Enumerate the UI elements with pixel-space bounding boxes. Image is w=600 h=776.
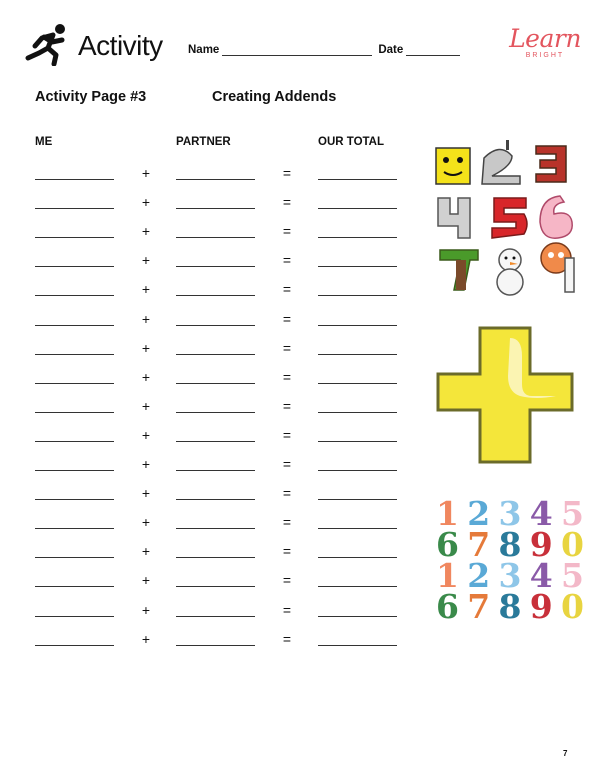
plus-sign: + — [141, 165, 151, 181]
digit: 5 — [561, 556, 584, 595]
partner-answer-line[interactable] — [176, 645, 255, 646]
worksheet-row — [0, 250, 420, 270]
equals-sign: = — [282, 456, 292, 472]
partner-answer-line[interactable] — [176, 383, 255, 384]
date-blank[interactable] — [406, 46, 460, 56]
page-subtitle: Creating Addends — [212, 89, 337, 105]
name-blank[interactable] — [222, 46, 372, 56]
total-answer-line[interactable] — [318, 557, 397, 558]
partner-answer-line[interactable] — [176, 586, 255, 587]
total-answer-line[interactable] — [318, 354, 397, 355]
number-characters-image — [432, 138, 580, 298]
total-answer-line[interactable] — [318, 295, 397, 296]
plus-sign: + — [141, 194, 151, 211]
total-answer-line[interactable] — [318, 645, 397, 646]
digit: 8 — [498, 587, 522, 626]
me-answer-line[interactable] — [35, 179, 114, 180]
worksheet-row — [0, 629, 420, 649]
equals-sign: = — [282, 339, 292, 356]
plus-sign-image — [436, 326, 574, 464]
date-label: Date — [378, 44, 404, 56]
worksheet-row — [0, 309, 420, 329]
partner-answer-line[interactable] — [176, 208, 255, 209]
partner-answer-line[interactable] — [176, 325, 255, 326]
equals-sign: = — [282, 543, 292, 560]
me-answer-line[interactable] — [35, 499, 114, 500]
worksheet-row — [0, 338, 420, 358]
worksheet-row — [0, 163, 420, 183]
equals-sign: = — [282, 368, 292, 385]
worksheet-row — [0, 541, 420, 561]
plus-sign: + — [141, 601, 151, 618]
total-answer-line[interactable] — [318, 586, 397, 587]
logo-sub: BRIGHT — [525, 52, 565, 59]
digit: 2 — [467, 494, 491, 533]
equals-sign: = — [282, 485, 292, 502]
worksheet-row — [0, 454, 420, 474]
digit: 9 — [529, 587, 553, 626]
partner-answer-line[interactable] — [176, 557, 255, 558]
learn-bright-logo — [508, 26, 582, 59]
equals-sign: = — [282, 194, 292, 211]
plus-sign: + — [141, 572, 151, 589]
plus-sign: + — [141, 223, 151, 240]
equals-sign: = — [282, 426, 292, 443]
digit: 0 — [561, 525, 584, 564]
total-answer-line[interactable] — [318, 616, 397, 617]
digit: 7 — [467, 525, 491, 564]
digit: 4 — [529, 494, 553, 533]
partner-answer-line[interactable] — [176, 354, 255, 355]
me-answer-line[interactable] — [35, 237, 114, 238]
me-answer-line[interactable] — [35, 383, 114, 384]
worksheet-row — [0, 425, 420, 445]
equals-sign: = — [282, 630, 292, 647]
logo-main: Learn — [509, 24, 581, 53]
me-answer-line[interactable] — [35, 470, 114, 471]
total-answer-line[interactable] — [318, 383, 397, 384]
plus-sign: + — [141, 630, 151, 647]
total-answer-line[interactable] — [318, 237, 397, 238]
me-answer-line[interactable] — [35, 528, 114, 529]
equals-sign: = — [282, 397, 292, 414]
total-answer-line[interactable] — [318, 208, 397, 209]
digit: 5 — [561, 494, 584, 533]
partner-answer-line[interactable] — [176, 616, 255, 617]
plus-sign: + — [141, 310, 151, 327]
plus-sign: + — [141, 426, 151, 443]
worksheet-row — [0, 512, 420, 532]
plus-sign: + — [141, 543, 151, 560]
partner-answer-line[interactable] — [176, 237, 255, 238]
me-answer-line[interactable] — [35, 645, 114, 646]
me-answer-line[interactable] — [35, 325, 114, 326]
me-answer-line[interactable] — [35, 412, 114, 413]
digit: 1 — [436, 556, 459, 595]
partner-answer-line[interactable] — [176, 470, 255, 471]
me-answer-line[interactable] — [35, 354, 114, 355]
plus-sign: + — [141, 368, 151, 385]
digit: 3 — [498, 556, 522, 595]
partner-answer-line[interactable] — [176, 295, 255, 296]
column-heading-me: ME — [35, 136, 53, 148]
total-answer-line[interactable] — [318, 470, 397, 471]
worksheet-row — [0, 483, 420, 503]
equals-sign: = — [282, 165, 292, 181]
total-answer-line[interactable] — [318, 412, 397, 413]
plus-sign: + — [141, 281, 151, 298]
me-answer-line[interactable] — [35, 586, 114, 587]
activity-title: Activity — [78, 30, 163, 61]
digit: 8 — [498, 525, 522, 564]
column-heading-our-total: OUR TOTAL — [318, 136, 385, 148]
worksheet-row — [0, 396, 420, 416]
digit: 6 — [436, 587, 459, 626]
me-answer-line[interactable] — [35, 208, 114, 209]
total-answer-line[interactable] — [318, 528, 397, 529]
total-answer-line[interactable] — [318, 266, 397, 267]
partner-answer-line[interactable] — [176, 412, 255, 413]
me-answer-line[interactable] — [35, 557, 114, 558]
name-label: Name — [188, 44, 220, 56]
equals-sign: = — [282, 281, 292, 298]
worksheet-row — [0, 367, 420, 387]
page-label: Activity Page #3 — [35, 89, 147, 105]
plus-sign: + — [141, 252, 151, 269]
equals-sign: = — [282, 514, 292, 531]
equals-sign: = — [282, 223, 292, 240]
equals-sign: = — [282, 310, 292, 327]
digit: 2 — [467, 556, 491, 595]
partner-answer-line[interactable] — [176, 499, 255, 500]
total-answer-line[interactable] — [318, 441, 397, 442]
digit: 1 — [436, 494, 459, 533]
plus-sign: + — [141, 339, 151, 356]
equals-sign: = — [282, 252, 292, 269]
partner-answer-line[interactable] — [176, 528, 255, 529]
digit: 9 — [529, 525, 553, 564]
plus-sign: + — [141, 485, 151, 502]
partner-answer-line[interactable] — [176, 179, 255, 180]
me-answer-line[interactable] — [35, 295, 114, 296]
partner-answer-line[interactable] — [176, 441, 255, 442]
plus-sign: + — [141, 514, 151, 531]
digit: 3 — [498, 494, 522, 533]
worksheet-row — [0, 570, 420, 590]
digit: 0 — [561, 587, 584, 626]
total-answer-line[interactable] — [318, 325, 397, 326]
digit: 6 — [436, 525, 459, 564]
equals-sign: = — [282, 572, 292, 589]
plus-sign: + — [141, 397, 151, 414]
page-number: 7 — [563, 749, 568, 758]
digit: 4 — [529, 556, 553, 595]
colorful-numbers-image — [436, 494, 584, 638]
equals-sign: = — [282, 601, 292, 618]
running-person-icon — [22, 22, 70, 66]
total-answer-line[interactable] — [318, 179, 397, 180]
column-heading-partner: PARTNER — [176, 136, 231, 148]
me-answer-line[interactable] — [35, 616, 114, 617]
number-row — [436, 587, 584, 626]
worksheet-row — [0, 192, 420, 212]
worksheet-row — [0, 221, 420, 241]
plus-sign: + — [141, 456, 151, 472]
partner-answer-line[interactable] — [176, 266, 255, 267]
me-answer-line[interactable] — [35, 441, 114, 442]
total-answer-line[interactable] — [318, 499, 397, 500]
digit: 7 — [467, 587, 491, 626]
name-date-fields — [188, 44, 466, 56]
me-answer-line[interactable] — [35, 266, 114, 267]
worksheet-row — [0, 600, 420, 620]
worksheet-row — [0, 279, 420, 299]
